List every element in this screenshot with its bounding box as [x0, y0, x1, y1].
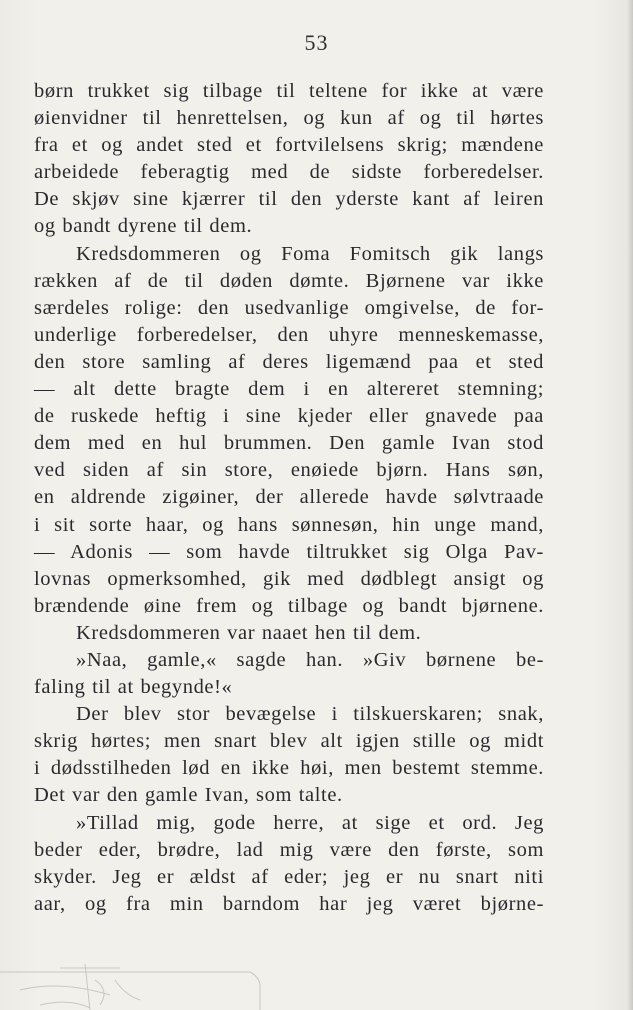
text-line: underlige forberedelser, den uhyre menneskemasse, [34, 323, 544, 346]
page-number: 53 [304, 30, 329, 55]
text-line: skrig hørtes; men snart blev alt igjen stille og midt [34, 730, 544, 753]
text-line: Der blev stor bevægelse i tilskuerskaren; snak, [76, 703, 544, 726]
text-line: øienvidner til henrettelsen, og kun af og til hørtes [34, 107, 544, 130]
text-line: i dødsstilheden lød en ikke høi, men bestemt stemme. [34, 757, 544, 780]
text-line: aar, og fra min barndom har jeg været bjørne- [34, 892, 544, 915]
body-text [34, 78, 544, 918]
text-line: arbeidede feberagtig med de sidste forberedelser. [34, 161, 544, 184]
text-line: Kredsdommeren og Foma Fomitsch gik langs [76, 242, 544, 265]
text-line: særdeles rolige: den usedvanlige omgivelse, de for- [34, 296, 544, 319]
text-line: Det var den gamle Ivan, som talte. [34, 784, 343, 807]
text-line: ved siden af sin store, enøiede bjørn. Hans søn, [34, 459, 544, 482]
text-line: og bandt dyrene til dem. [34, 215, 253, 238]
text-line: — alt dette bragte dem i en altereret stemning; [34, 378, 544, 401]
text-line: beder eder, brødre, lad mig være den første, som [34, 838, 544, 861]
text-line: fra et og andet sted et fortvilelsens skrig; mændene [34, 134, 544, 157]
text-line: — Adonis — som havde tiltrukket sig Olga Pav- [34, 540, 544, 563]
text-line: børn trukket sig tilbage til teltene for ikke at være [34, 80, 544, 102]
page-edge-shadow [627, 0, 633, 1010]
text-line: De skjøv sine kjærrer til den yderste kant af leiren [34, 188, 544, 211]
text-line: de ruskede heftig i sine kjeder eller gnavede paa [34, 405, 544, 428]
text-line: faling til at begynde!« [34, 676, 233, 699]
text-line: »Tillad mig, gode herre, at sige et ord. Jeg [76, 811, 544, 834]
text-line: rækken af de til døden dømte. Bjørnene var ikke [34, 269, 544, 292]
text-line: i sit sorte haar, og hans sønnesøn, hin unge mand, [34, 513, 544, 536]
text-line: en aldrende zigøiner, der allerede havde sølvtraade [34, 486, 544, 509]
text-line: lovnas opmerksomhed, gik med dødblegt ansigt og [34, 567, 544, 590]
text-line: brændende øine frem og tilbage og bandt bjørnene. [34, 594, 544, 617]
faded-ornament-decoration [0, 950, 280, 1010]
text-line: Kredsdommeren var naaet hen til dem. [76, 621, 422, 644]
text-line: »Naa, gamle,« sagde han. »Giv børnene be- [76, 648, 544, 671]
text-line: skyder. Jeg er ældst af eder; jeg er nu snart niti [34, 865, 544, 888]
text-line: dem med en hul brummen. Den gamle Ivan stod [34, 432, 544, 455]
text-line: den store samling af deres ligemænd paa et sted [34, 350, 544, 373]
